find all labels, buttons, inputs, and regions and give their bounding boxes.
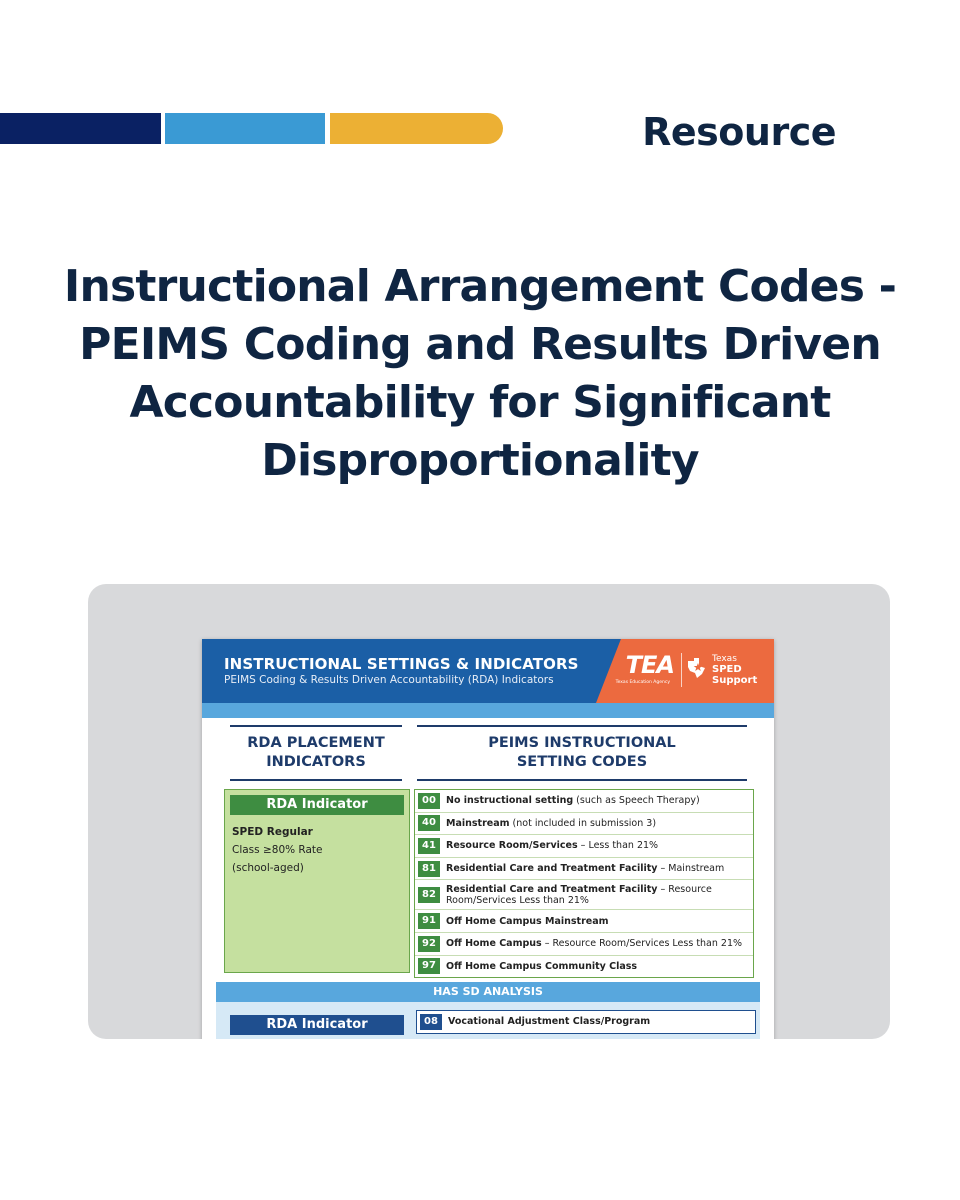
code-badge: 97 (418, 958, 440, 974)
code-row (415, 858, 753, 881)
rda-placement-heading (230, 725, 402, 781)
resource-label: Resource (642, 110, 836, 154)
code-description: Off Home Campus – Resource Room/Services Less than 21% (446, 938, 743, 950)
code-row (417, 1011, 755, 1033)
document-preview-frame (88, 584, 890, 1039)
code-badge: 41 (418, 838, 440, 854)
rda-indicator-panel (224, 789, 410, 973)
tea-logo-subtext: Texas Education Agency (615, 680, 670, 685)
sped-logo-support: Support (712, 675, 758, 686)
stripe-blue (165, 113, 325, 144)
document-preview (202, 639, 774, 1039)
rda-indicator-name: SPED Regular (232, 826, 313, 838)
sd-rda-indicator-label: RDA Indicator (230, 1015, 404, 1035)
code-badge: 40 (418, 815, 440, 831)
sped-logo-texas: Texas (712, 654, 737, 664)
rda-indicator-line3: (school-aged) (232, 862, 304, 874)
code-row (415, 910, 753, 933)
code-badge: 08 (420, 1014, 442, 1030)
peims-codes-heading (417, 725, 747, 781)
document-title: INSTRUCTIONAL SETTINGS & INDICATORS (224, 655, 579, 673)
code-badge: 82 (418, 887, 440, 903)
code-description: No instructional setting (such as Speech Therapy) (446, 795, 700, 807)
sd-analysis-panel (216, 1002, 760, 1039)
code-description: Off Home Campus Mainstream (446, 915, 609, 927)
logo-divider (681, 653, 682, 687)
rda-indicator-description (225, 815, 409, 877)
texas-sped-support-logo (686, 651, 758, 691)
stripe-navy (0, 113, 161, 144)
code-badge: 92 (418, 936, 440, 952)
has-sd-analysis-bar: HAS SD ANALYSIS (216, 982, 760, 1002)
tea-logo: TEA (625, 651, 674, 679)
sd-code-list (416, 1010, 756, 1034)
header-subbar (202, 703, 774, 718)
document-header (202, 639, 774, 703)
sped-logo-sped: SPED (712, 664, 742, 675)
code-row (415, 813, 753, 836)
code-row (415, 880, 753, 910)
code-badge: 91 (418, 913, 440, 929)
rda-placement-heading-text: RDA PLACEMENT INDICATORS (247, 735, 385, 770)
peims-code-list (414, 789, 754, 978)
code-description: Mainstream (not included in submission 3) (446, 817, 657, 829)
peims-codes-heading-text: PEIMS INSTRUCTIONAL SETTING CODES (488, 735, 676, 770)
texas-star-icon (686, 657, 706, 679)
document-subtitle: PEIMS Coding & Results Driven Accountability (RDA) Indicators (224, 674, 554, 686)
rda-indicator-label: RDA Indicator (230, 795, 404, 815)
code-row (415, 933, 753, 956)
code-badge: 00 (418, 793, 440, 809)
code-row (415, 835, 753, 858)
page-title: Instructional Arrangement Codes - PEIMS Coding and Results Driven Accountability for Significant Disproportionality (63, 261, 897, 486)
stripe-gold (330, 113, 503, 144)
code-description: Residential Care and Treatment Facility – Resource Room/Services Less than 21% (446, 883, 712, 906)
code-description: Resource Room/Services – Less than 21% (446, 840, 659, 852)
code-badge: 81 (418, 861, 440, 877)
code-row (415, 956, 753, 978)
code-description: Off Home Campus Community Class (446, 960, 638, 972)
code-description: Vocational Adjustment Class/Program (448, 1016, 651, 1028)
code-row (415, 790, 753, 813)
rda-indicator-line2: Class ≥80% Rate (232, 844, 323, 856)
code-description: Residential Care and Treatment Facility – Mainstream (446, 863, 725, 875)
